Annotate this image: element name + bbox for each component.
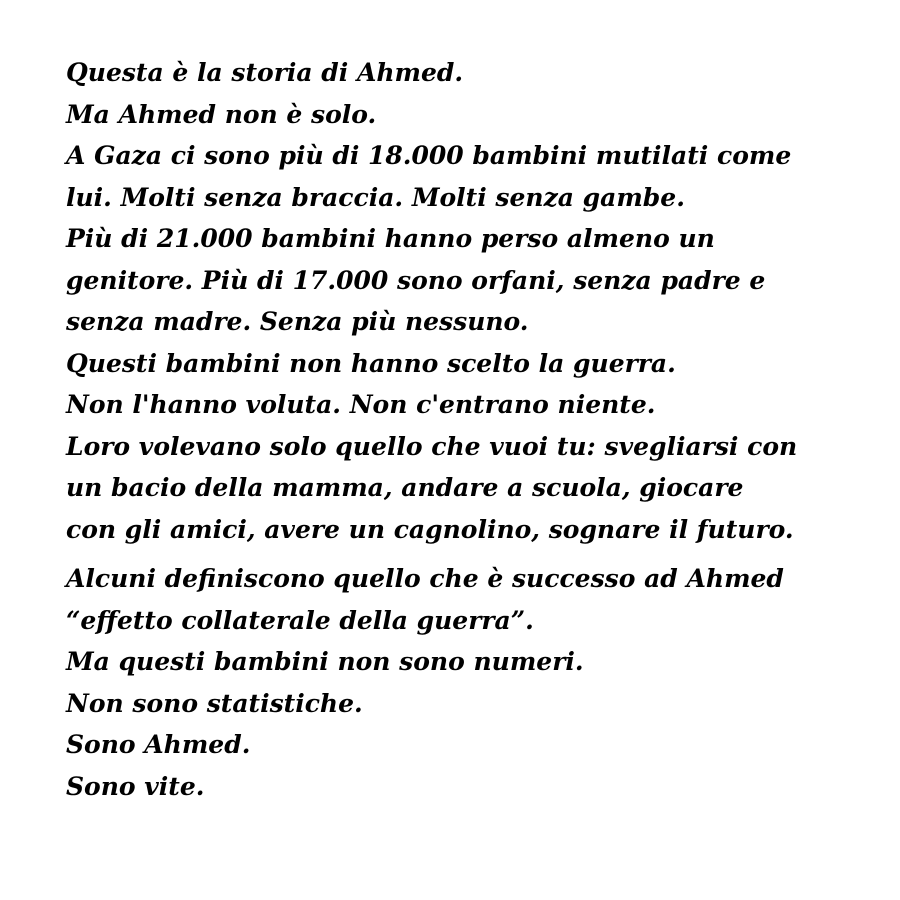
text-line: A Gaza ci sono più di 18.000 bambini mutilati come (66, 141, 792, 170)
paragraph-1 (66, 52, 866, 550)
text-line: Più di 21.000 bambini hanno perso almeno un (66, 224, 715, 253)
text-line: un bacio della mamma, andare a scuola, giocare (66, 473, 744, 502)
text-line: Non l'hanno voluta. Non c'entrano niente. (66, 390, 656, 419)
text-line: Ma Ahmed non è solo. (66, 99, 377, 129)
text-line: Questi bambini non hanno scelto la guerra. (66, 348, 676, 378)
text-line: genitore. Più di 17.000 sono orfani, senza padre e (66, 265, 766, 295)
text-line: Alcuni definiscono quello che è successo ad Ahmed (66, 564, 784, 593)
text-line: Ma questi bambini non sono numeri. (66, 647, 584, 676)
text-line: Sono vite. (66, 771, 205, 801)
text-line: Loro volevano solo quello che vuoi tu: svegliarsi con (66, 431, 798, 461)
text-line: “effetto collaterale della guerra”. (66, 605, 534, 635)
text-line: con gli amici, avere un cagnolino, sognare il futuro. (66, 514, 794, 544)
text-line: lui. Molti senza braccia. Molti senza gambe. (66, 182, 685, 212)
text-line: Non sono statistiche. (66, 688, 363, 718)
text-line: Questa è la storia di Ahmed. (66, 58, 464, 87)
text-document (66, 52, 866, 807)
text-line: senza madre. Senza più nessuno. (66, 307, 529, 336)
paragraph-2 (66, 558, 866, 807)
text-line: Sono Ahmed. (66, 730, 251, 759)
